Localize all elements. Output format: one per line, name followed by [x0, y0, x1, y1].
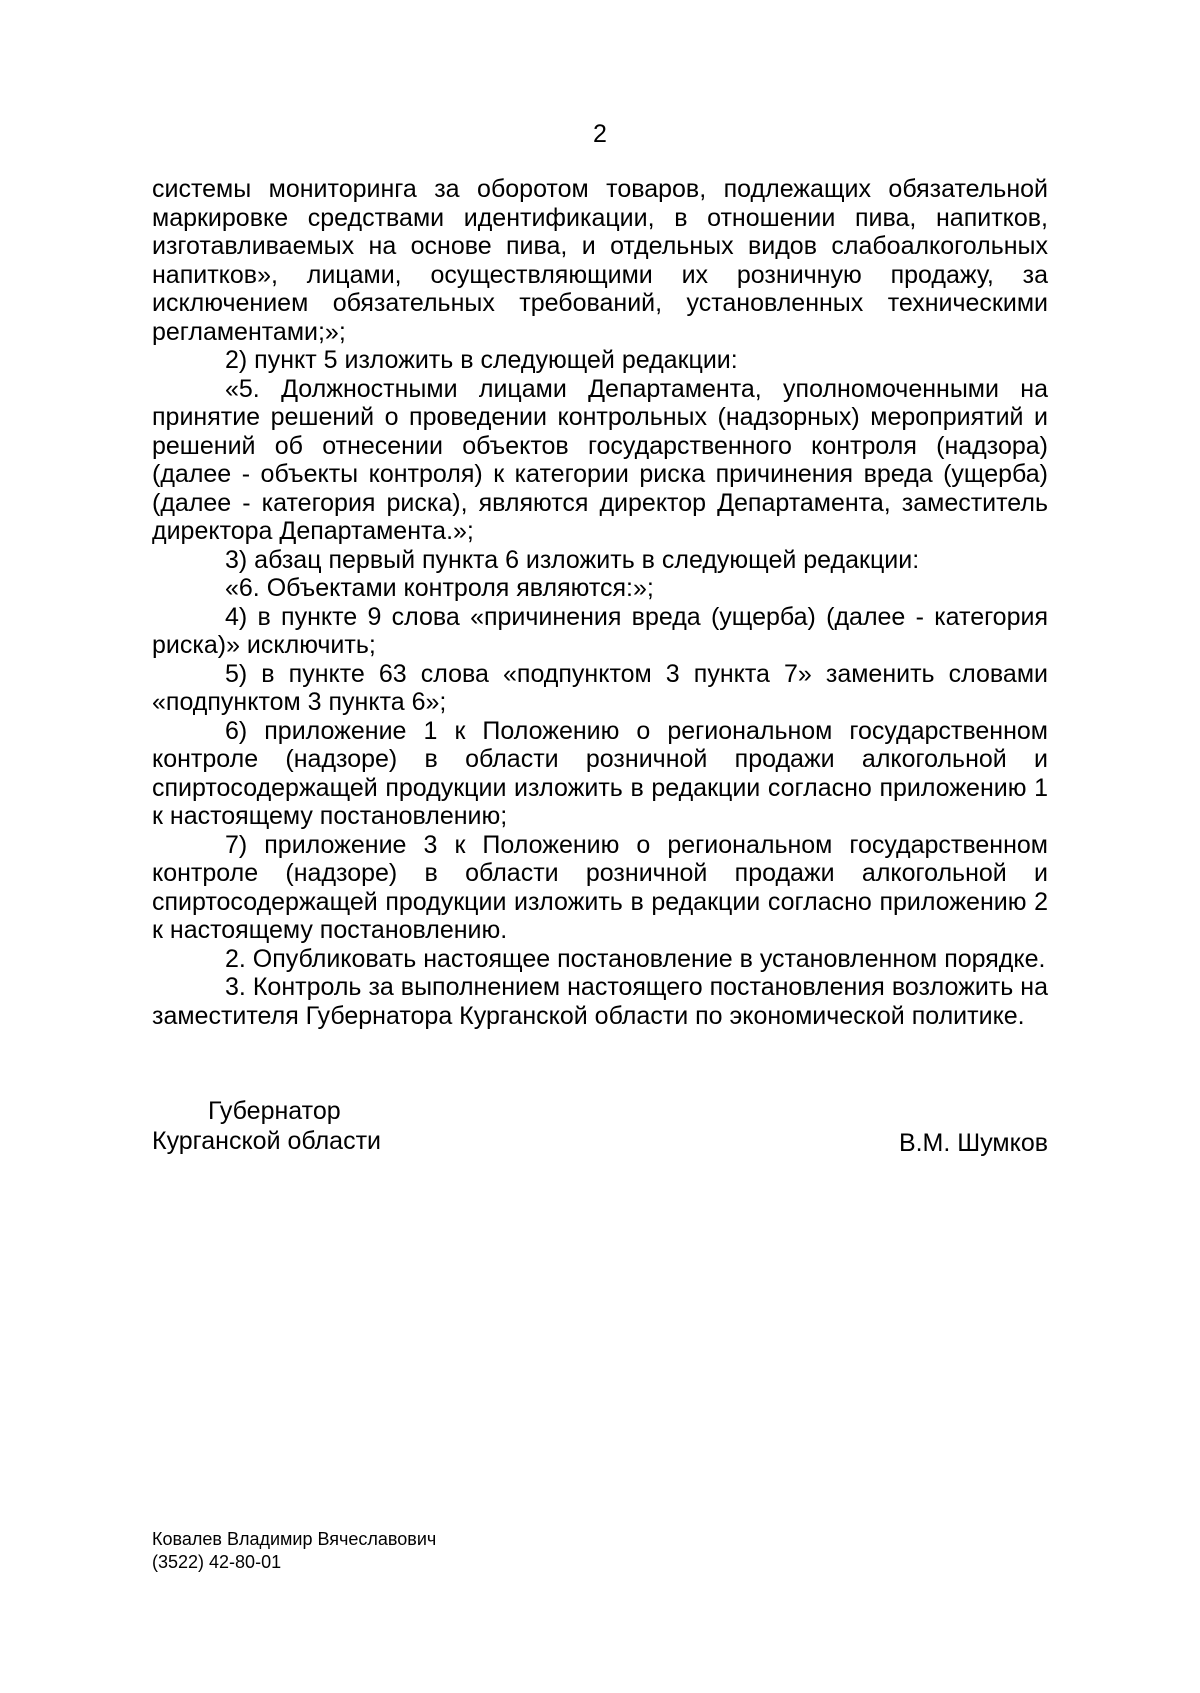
paragraph-item-7: 7) приложение 3 к Положению о региональном государственном контроле (надзоре) в области розничной продажи алкогольной и спиртосодержащей продукции изложить в редакции согласно приложению 2 к настоящему постановлению. — [152, 830, 1048, 944]
paragraph-quote-5: «5. Должностными лицами Департамента, уполномоченными на принятие решений о проведении контрольных (надзорных) мероприятий и решений об отнесении объектов государственного контроля (надзора) (далее - объекты контроля) к категории риска причинения вреда (ущерба) (далее - категория риска), являются директор Департамента, заместитель директора Департамента.»; — [152, 374, 1048, 545]
paragraph-quote-6: «6. Объектами контроля являются:»; — [225, 574, 654, 602]
document-body — [152, 175, 1048, 1030]
executor-phone: (3522) 42-80-01 — [152, 1552, 282, 1572]
signatory-title: Губернатор — [208, 1097, 341, 1125]
paragraph-item-6: 6) приложение 1 к Положению о региональном государственном контроле (надзоре) в области розничной продажи алкогольной и спиртосодержащей продукции изложить в редакции согласно приложению 1 к настоящему постановлению; — [152, 716, 1048, 830]
paragraph-item-5: 5) в пункте 63 слова «подпунктом 3 пункта 7» заменить словами «подпунктом 3 пункта 6»; — [152, 659, 1048, 716]
signatory-region: Курганской области — [152, 1127, 382, 1155]
paragraph-clause-3: 3. Контроль за выполнением настоящего постановления возложить на заместителя Губернатора Курганской области по экономической политике. — [152, 973, 1048, 1030]
signatory-name: В.М. Шумков — [898, 1129, 1048, 1157]
page-number: 2 — [593, 120, 607, 148]
paragraph-item-4: 4) в пункте 9 слова «причинения вреда (ущерба) (далее - категория риска)» исключить; — [152, 602, 1048, 659]
paragraph-continuation: системы мониторинга за оборотом товаров, подлежащих обязательной маркировке средствами идентификации, в отношении пива, напитков, изготавливаемых на основе пива, и отдельных видов слабоалкогольных напитков», лицами, осуществляющими их розничную продажу, за исключением обязательных требований, установленных техническими регламентами;»; — [152, 175, 1048, 346]
executor-info — [152, 1528, 436, 1574]
paragraph-item-2: 2) пункт 5 изложить в следующей редакции: — [225, 346, 738, 374]
paragraph-clause-2: 2. Опубликовать настоящее постановление в установленном порядке. — [225, 944, 1046, 973]
paragraph-item-3: 3) абзац первый пункта 6 изложить в следующей редакции: — [225, 545, 920, 574]
executor-name: Ковалев Владимир Вячеславович — [152, 1529, 437, 1549]
